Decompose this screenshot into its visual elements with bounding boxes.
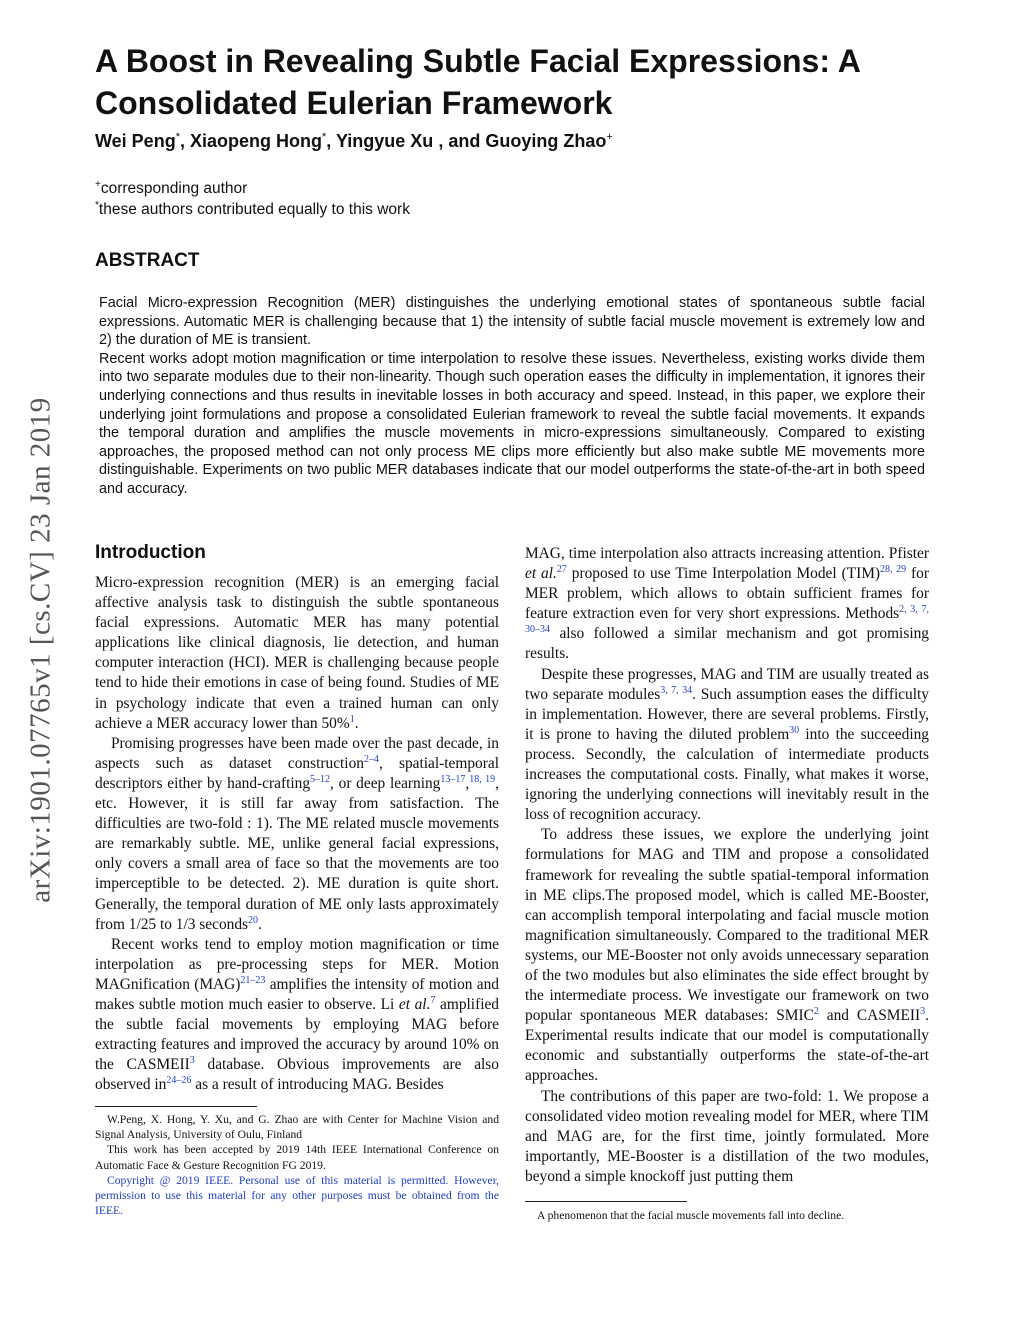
note-mark: * <box>95 200 99 211</box>
footnote-copyright: Copyright @ 2019 IEEE. Personal use of this material is permitted. However, permission to use this material for any other purposes must be obtained from the IEEE. <box>95 1173 499 1218</box>
citation-link[interactable]: 3, 7, 34 <box>660 684 693 696</box>
author-mark: * <box>175 131 180 143</box>
body-paragraph: To address these issues, we explore the underlying joint formulations for MAG and TIM and propose a consolidated framework for revealing the subtle spatial-temporal information in ME clips.The proposed model, which is called ME-Booster, can accomplish temporal interpolating and facial muscle motion magnification simultaneously. Compared to the traditional MER systems, our ME-Booster not only avoids unnecessary separation of the two modules but also eliminates the side effect brought by the intermediate process. We investigate our framework on two popular spontaneous MER databases: SMIC$^2$ and CASMEII$^3$. Experimental results indicate that our model is computationally economic and substantially outperforms the state-of-the-art approaches. <box>525 826 929 1085</box>
author-mark: + <box>606 131 613 143</box>
abstract-body <box>99 294 925 499</box>
abstract-heading: ABSTRACT <box>95 250 200 271</box>
citation-link[interactable]: 18, 19 <box>469 773 496 785</box>
citation-link[interactable]: 27 <box>556 563 567 575</box>
author-name: Yingyue Xu <box>335 131 434 151</box>
citation-link[interactable]: 20 <box>248 914 259 926</box>
arxiv-sidebar <box>18 355 64 945</box>
paper-title: A Boost in Revealing Subtle Facial Expressions: A Consolidated Eulerian Framework <box>95 43 860 121</box>
citation-link[interactable]: 1 <box>349 713 355 725</box>
author-separator: , <box>179 131 190 151</box>
arxiv-identifier: arXiv:1901.07765v1 [cs.CV] 23 Jan 2019 <box>24 397 57 903</box>
author-name: Xiaopeng Hong <box>189 131 322 151</box>
note-text: these authors contributed equally to this work <box>98 201 410 219</box>
right-column <box>525 544 929 1187</box>
abstract-paragraph: Recent works adopt motion magnification or time interpolation to resolve these issues. Nevertheless, existing works divide them into two separate modules due to their non-linearity. Though such operation eases the difficulty in implementation, it ignores their underlying connections and thus results in inevitable losses in both accuracy and speed. Instead, in this paper, we explore their underlying joint formulations and propose a consolidated Eulerian framework to reveal the subtle facial movements. It expands the temporal duration and amplifies the muscle movements in micro-expressions simultaneously. Compared to existing approaches, the proposed method can not only process ME clips more efficiently but also make subtle ME movements more distinguishable. Experiments on two public MER databases indicate that our model outperforms the state-of-the-art in both speed and accuracy. <box>99 350 925 497</box>
citation-link[interactable]: 28, 29 <box>880 563 907 575</box>
footnote-acceptance: This work has been accepted by 2019 14th IEEE International Conference on Automatic Face & Gesture Recognition FG 2019. <box>95 1143 499 1172</box>
body-paragraph: Despite these progresses, MAG and TIM are usually treated as two separate modules$^{3, 7, 34}$. Such assumption eases the difficulty in implementation. However, there are several problems. Firstly, it is prone to having the diluted problem$^{30}$ into the succeeding process. Secondly, the calculation of intermediate products increases the computational costs. Finally, what makes it worse, ignoring the underlying connections will inevitably result in the loss of recognition accuracy. <box>525 665 930 824</box>
citation-link[interactable]: 24–26 <box>166 1075 192 1087</box>
footnotes-left <box>95 1112 499 1218</box>
author-separator: , and <box>433 131 486 151</box>
author-list <box>95 131 613 152</box>
citation-link[interactable]: 7 <box>430 994 436 1006</box>
body-paragraph: Promising progresses have been made over the past decade, in aspects such as dataset construction$^{2-4}$, spatial-temporal descriptors either by hand-crafting$^{5-12}$, or deep learning$^{13-17}$,$^{18, 19}$, etc. However, it is still far away from satisfaction. The difficulties are two-fold : 1). The ME related muscle movements are remarkably subtle. ME, unlike general facial expressions, only covers a small area of face so that the movements are too imperceptible to be detected. 2). ME duration is quite short. Generally, the temporal duration of ME only lasts approximately from 1/25 to 1/3 seconds$^{20}$. <box>95 734 499 933</box>
footnotes-right <box>525 1208 929 1223</box>
body-paragraph: MAG, time interpolation also attracts increasing attention. Pfister et al.$^{27}$ proposed to use Time Interpolation Model (TIM)$^{28, 29}$ for MER problem, which allows to obtain sufficient frames for feature extraction even for very short expressions. Methods$^{2, 3, 7, 30-34}$ also followed a similar mechanism and got promising results. <box>525 545 929 663</box>
footnote-affiliation: W.Peng, X. Hong, Y. Xu, and G. Zhao are with Center for Machine Vision and Signal Analysis, University of Oulu, Finland <box>95 1113 499 1142</box>
left-column <box>95 573 499 1095</box>
body-paragraph: Micro-expression recognition (MER) is an emerging facial affective analysis task to distinguish the subtle spontaneous facial expressions. Automatic MER has many potential applications like clinical diagnosis, lie detection, and human computer interaction (HCI). MER is challenging because people tend to hide their emotions in case of being found. Studies of ME in psychology indicate that even a trained human can only achieve a MER accuracy lower than 50%$^1$. <box>95 574 499 732</box>
note-text: corresponding author <box>100 180 248 198</box>
citation-link[interactable]: 13–17 <box>440 773 466 785</box>
corresponding-author-note <box>95 179 247 198</box>
citation-link[interactable]: 2, 3, 7, 30–34 <box>525 604 929 636</box>
author-name: Guoying Zhao <box>485 131 607 151</box>
citation-link[interactable]: 21–23 <box>240 974 266 986</box>
note-mark: + <box>95 179 101 190</box>
body-paragraph: The contributions of this paper are two-fold: 1. We propose a consolidated video motion revealing model for MER, where TIM and MAG are, for the first time, jointly formulated. More importantly, ME-Booster is a distillation of the two modules, beyond a simple knockoff just putting them <box>525 1087 929 1185</box>
citation-link[interactable]: 3 <box>189 1055 195 1067</box>
footnote-divider <box>525 1201 687 1202</box>
footnote-divider <box>95 1106 257 1107</box>
author-mark: * <box>321 131 327 143</box>
equal-contribution-note <box>95 200 410 219</box>
citation-link[interactable]: 5–12 <box>310 773 331 785</box>
citation-link[interactable]: 30 <box>789 724 800 736</box>
citation-link[interactable]: 2–4 <box>363 753 379 765</box>
body-paragraph: Recent works tend to employ motion magnification or time interpolation as pre-processing steps for MER. Motion MAGnification (MAG)$^{21-23}$ amplifies the intensity of motion and makes subtle motion much easier to observe. Li et al.$^7$ amplified the subtle facial movements by employing MAG before extracting features and improved the accuracy by around 10% on the CASMEII$^3$ database. Obvious improvements are also observed in$^{24-26}$ as a result of introducing MAG. Besides <box>95 935 499 1094</box>
citation-link[interactable]: 2 <box>813 1006 819 1018</box>
abstract-paragraph: Facial Micro-expression Recognition (MER) distinguishes the underlying emotional states of spontaneous subtle facial expressions. Automatic MER is challenging because that 1) the intensity of subtle facial muscle movement is extremely low and 2) the duration of ME is transient. <box>99 295 925 349</box>
footnote-text: A phenomenon that the facial muscle movements fall into decline. <box>537 1209 845 1222</box>
citation-link[interactable]: 3 <box>920 1006 926 1018</box>
section-heading-introduction: Introduction <box>95 542 206 563</box>
author-name: Wei Peng <box>95 131 176 151</box>
author-separator: , <box>326 131 336 151</box>
